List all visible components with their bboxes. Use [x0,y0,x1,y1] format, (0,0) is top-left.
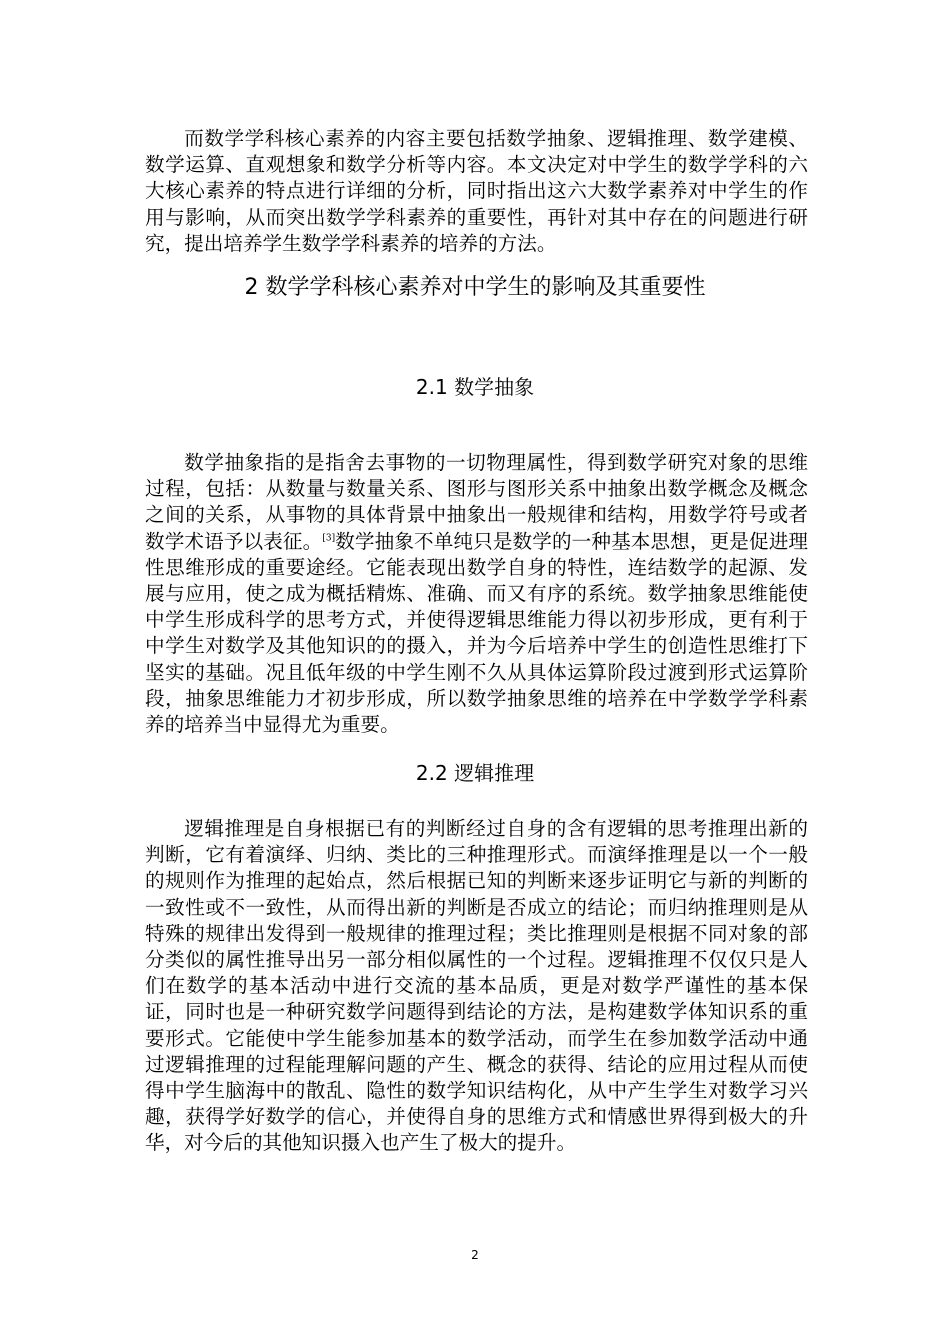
subsection-1-text-a: 数学抽象指的是指舍去事物的一切物理属性，得到数学研究对象的思维过程，包括：从数量与数量关系、图形与图形关系中抽象出数学概念及概念之间的关系，从事物的具体背景中抽象出一般规律和结构，用数学符号或者数学术语予以表征。 [145,451,808,553]
citation-mark: [3] [322,533,336,544]
subsection-2-paragraph: 逻辑推理是自身根据已有的判断经过自身的含有逻辑的思考推理出新的判断，它有着演绎、归纳、类比的三种推理形式。而演绎推理是以一个一般的规则作为推理的起始点，然后根据已知的判断来逐步证明它与新的判断的一致性或不一致性，从而得出新的判断是否成立的结论；而归纳推理则是从特殊的规律出发得到一般规律的推理过程；类比推理则是根据不同对象的部分类似的属性推导出另一部分相似属性的一个过程。逻辑推理不仅仅只是人们在数学的基本活动中进行交流的基本品质，更是对数学严谨性的基本保证，同时也是一种研究数学问题得到结论的方法，是构建数学体知识系的重要形式。它能使中学生能参加基本的数学活动，而学生在参加数学活动中通过逻辑推理的过程能理解问题的产生、概念的获得、结论的应用过程从而使得中学生脑海中的散乱、隐性的数学知识结构化，从中产生学生对数学习兴趣，获得学好数学的信心，并使得自身的思维方式和情感世界得到极大的升华，对今后的其他知识摄入也产生了极大的提升。 [145,817,808,1155]
subsection-1-text-b: 数学抽象不单纯只是数学的一种基本思想，更是促进理性思维形成的重要途经。它能表现出数学自身的特性，连结数学的起源、发展与应用，使之成为概括精炼、准确、而又有序的系统。数学抽象思维能使中学生形成科学的思考方式，并使得逻辑思维能力得以初步形成，更有利于中学生对数学及其他知识的的摄入，并为今后培养中学生的创造性思维打下坚实的基础。况且低年级的中学生刚不久从具体运算阶段过渡到形式运算阶段，抽象思维能力才初步形成，所以数学抽象思维的培养在中学数学学科素养的培养当中显得尤为重要。 [145,529,809,737]
page-number: 2 [471,1248,479,1262]
subsection-2-heading: 2.2 逻辑推理 [415,761,535,785]
subsection-1-heading: 2.1 数学抽象 [415,375,535,399]
section-heading: 2 数学学科核心素养对中学生的影响及其重要性 [244,275,706,300]
subsection-1-paragraph [145,450,808,738]
intro-paragraph: 而数学学科核心素养的内容主要包括数学抽象、逻辑推理、数学建模、数学运算、直观想象和数学分析等内容。本文决定对中学生的数学学科的六大核心素养的特点进行详细的分析，同时指出这六大数学素养对中学生的作用与影响，从而突出数学学科素养的重要性，再针对其中存在的问题进行研究，提出培养学生数学学科素养的培养的方法。 [145,127,808,255]
